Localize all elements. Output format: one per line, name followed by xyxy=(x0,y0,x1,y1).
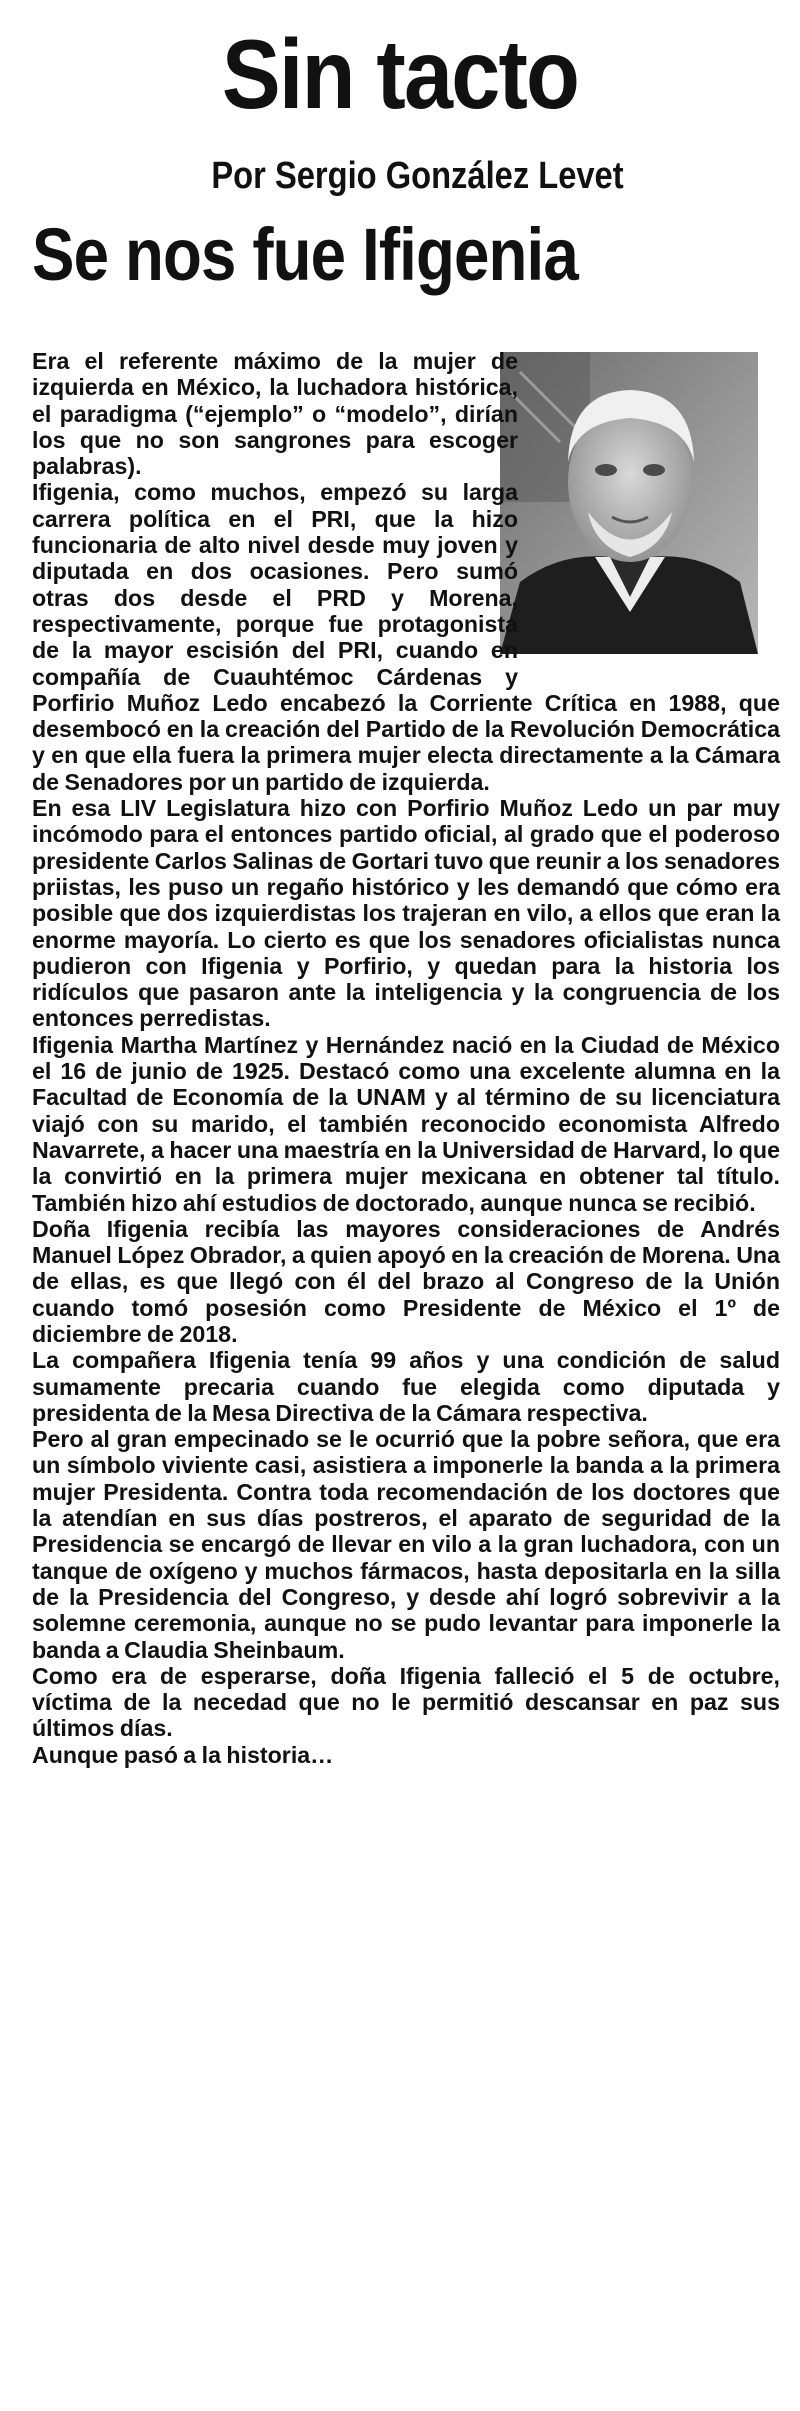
headline: Se nos fue Ifigenia xyxy=(32,213,578,296)
paragraph: La compañera Ifigenia tenía 99 años y una condición de salud sumamente precaria cuando fue elegida como diputada y presidenta de la Mesa Directiva de la Cámara respectiva. xyxy=(32,1347,780,1426)
paragraph: Aunque pasó a la historia… xyxy=(32,1741,334,1768)
paragraph: Pero al gran empecinado se le ocurrió que la pobre señora, que era un símbolo viviente casi, asistiera a imponerle la banda a la primera mujer Presidenta. Contra toda recomendación de los doctores que la atendían en sus días postreros, el aparato de seguridad de la Presidencia se encargó de llevar en vilo a la gran luchadora, con un tanque de oxígeno y muchos fármacos, hasta depositarla en la silla de la Presidencia del Congreso, y desde ahí logró sobrevivir a la solemne ceremonia, aunque no se pudo levantar para imponerle la banda a Claudia Sheinbaum. xyxy=(32,1426,780,1663)
photo-spacer xyxy=(518,348,780,680)
paragraph: Era el referente máximo de la mujer de izquierda en México, la luchadora histórica, el paradigma (“ejemplo” o “modelo”, dirían los que no son sangrones para escoger palabras). xyxy=(32,348,518,480)
paragraph: Ifigenia, como muchos, empezó su larga carrera política en el PRI, que la hizo funcionaria de alto nivel desde muy joven y diputada en dos ocasiones. Pero sumó otras dos desde el PRD y Morena, respectivamente, porque fue protagonista de la mayor escisión del PRI, cuando en compañía de Cuauhtémoc Cárdenas y Porfirio Muñoz Ledo encabezó la Corriente Crítica en 1988, que desembocó en la creación del Partido de la Revolución Democrática y en que ella fuera la primera mujer electa directamente a la Cámara de Senadores por un partido de izquierda. xyxy=(32,479,780,795)
byline: Por Sergio González Levet xyxy=(211,155,624,197)
column-name: Sin tacto xyxy=(221,19,579,129)
paragraph: Doña Ifigenia recibía las mayores consideraciones de Andrés Manuel López Obrador, a quien apoyó en la creación de Morena. Una de ellas, es que llegó con él del brazo al Congreso de la Unión cuando tomó posesión como Presidente de México el 1º de diciembre de 2018. xyxy=(32,1215,780,1347)
paragraph: En esa LIV Legislatura hizo con Porfirio Muñoz Ledo un par muy incómodo para el entonces partido oficial, al grado que el poderoso presidente Carlos Salinas de Gortari tuvo que reunir a los senadores priistas, les puso un regaño histórico y les demandó que cómo era posible que dos izquierdistas los trajeran en vilo, a ellos que eran la enorme mayoría. Lo cierto es que los senadores oficialistas nunca pudieron con Ifigenia y Porfirio, y quedan para la historia los ridículos que pasaron ante la inteligencia y la congruencia de los entonces perredistas. xyxy=(32,795,780,1032)
paragraph: Ifigenia Martha Martínez y Hernández nació en la Ciudad de México el 16 de junio de 1925. Destacó como una excelente alumna en la Facultad de Economía de la UNAM y al término de su licenciatura viajó con su marido, el también reconocido economista Alfredo Navarrete, a hacer una maestría en la Universidad de Harvard, lo que la convirtió en la primera mujer mexicana en obtener tal título. También hizo ahí estudios de doctorado, aunque nunca se recibió. xyxy=(32,1031,780,1216)
article-body xyxy=(32,348,780,1768)
paragraph: Como era de esperarse, doña Ifigenia falleció el 5 de octubre, víctima de la necedad que no le permitió descansar en paz sus últimos días. xyxy=(32,1662,780,1742)
